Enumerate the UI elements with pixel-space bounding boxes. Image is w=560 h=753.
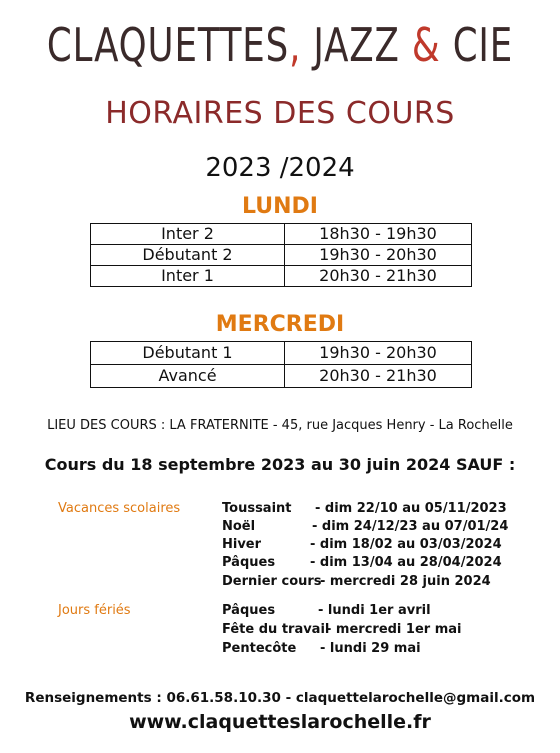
list-item: [222, 555, 502, 570]
list-item: [222, 622, 462, 637]
list-item: [222, 537, 502, 552]
time-cell: 19h30 - 20h30: [285, 342, 472, 365]
time-cell: 19h30 - 20h30: [285, 245, 472, 266]
day-heading-mercredi: MERCREDI: [215, 312, 345, 337]
holiday-name: Noël: [222, 519, 256, 534]
level-cell: Avancé: [91, 365, 285, 388]
holiday-dates: - mercredi 28 juin 2024: [320, 574, 491, 589]
brand-part-cie: CIE: [452, 18, 514, 72]
holiday-name: Pâques: [222, 555, 276, 570]
holiday-dates: - dim 24/12/23 au 07/01/24: [312, 519, 509, 534]
table-row: [91, 245, 472, 266]
holiday-dates: - dim 18/02 au 03/03/2024: [310, 537, 502, 552]
holiday-name: Toussaint: [222, 501, 292, 516]
schedule-table-mercredi: [90, 341, 472, 388]
time-cell: 18h30 - 19h30: [285, 224, 472, 245]
list-item: [222, 641, 421, 656]
level-cell: Inter 1: [91, 266, 285, 287]
feries-label: Jours fériés: [58, 603, 131, 618]
season-year: 2023 /2024: [205, 153, 355, 183]
list-item: [222, 519, 509, 534]
list-item: [222, 603, 431, 618]
table-row: [91, 224, 472, 245]
time-cell: 20h30 - 21h30: [285, 266, 472, 287]
schedule-table-lundi: [90, 223, 472, 287]
level-cell: Débutant 2: [91, 245, 285, 266]
time-cell: 20h30 - 21h30: [285, 365, 472, 388]
table-row: [91, 365, 472, 388]
holiday-dates: - lundi 29 mai: [320, 641, 421, 656]
holiday-name: Pâques: [222, 603, 276, 618]
level-cell: Inter 2: [91, 224, 285, 245]
holiday-name: Pentecôte: [222, 641, 297, 656]
brand-comma: ,: [289, 18, 314, 72]
table-row: [91, 266, 472, 287]
level-cell: Débutant 1: [91, 342, 285, 365]
holiday-dates: - mercredi 1er mai: [326, 622, 462, 637]
brand-part-jazz: JAZZ: [313, 18, 400, 72]
table-row: [91, 342, 472, 365]
list-item: [222, 501, 507, 516]
course-period: Cours du 18 septembre 2023 au 30 juin 2024 SAUF :: [44, 455, 516, 474]
holiday-dates: - dim 13/04 au 28/04/2024: [310, 555, 502, 570]
holiday-dates: - dim 22/10 au 05/11/2023: [315, 501, 507, 516]
website-link[interactable]: www.claquetteslarochelle.fr: [129, 711, 431, 733]
contact-info: Renseignements : 06.61.58.10.30 - claquettelarochelle@gmail.com: [24, 690, 536, 706]
brand-ampersand: &: [399, 18, 453, 72]
brand-part-claquettes: CLAQUETTES: [46, 18, 290, 72]
list-item: [222, 574, 491, 589]
page-title: HORAIRES DES COURS: [105, 96, 455, 131]
holiday-name: Dernier cours: [222, 574, 322, 589]
holiday-dates: - lundi 1er avril: [318, 603, 431, 618]
holiday-name: Fête du travail: [222, 622, 330, 637]
vacances-label: Vacances scolaires: [58, 501, 181, 516]
holiday-name: Hiver: [222, 537, 262, 552]
venue-info: LIEU DES COURS : LA FRATERNITE - 45, rue Jacques Henry - La Rochelle: [47, 418, 513, 433]
brand-logo: [39, 18, 521, 72]
day-heading-lundi: LUNDI: [242, 194, 318, 219]
